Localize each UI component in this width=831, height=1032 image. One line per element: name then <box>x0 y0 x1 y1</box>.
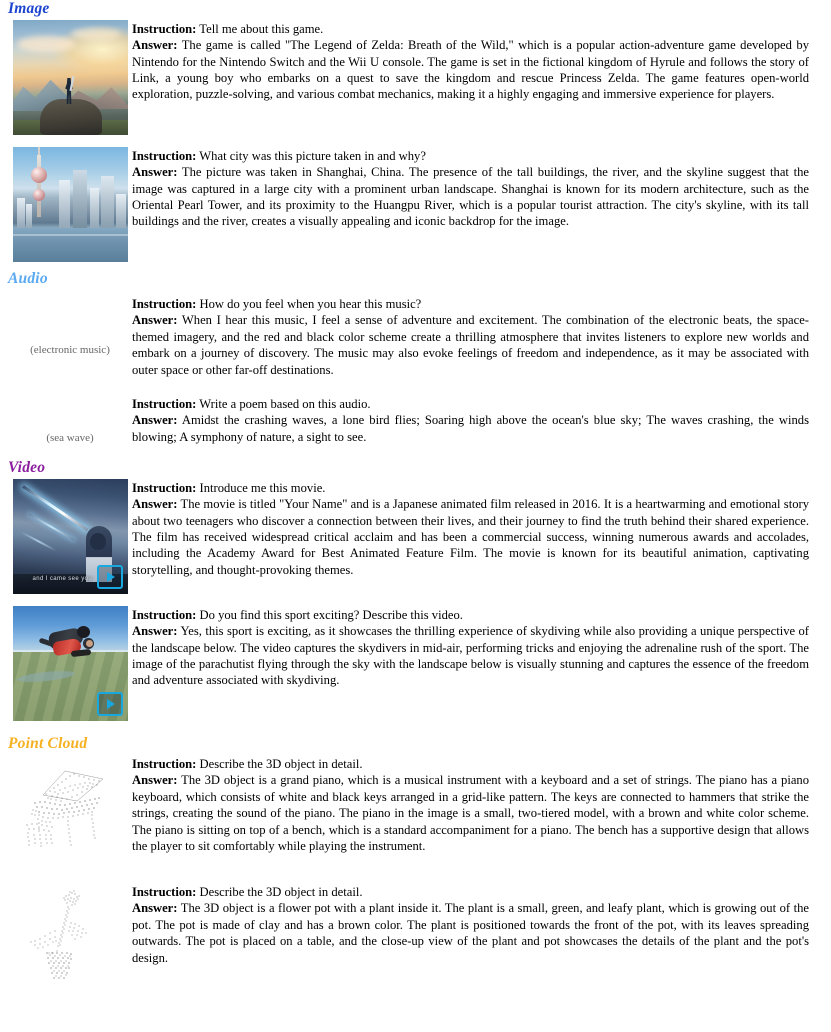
answer-label: Answer: <box>132 165 178 180</box>
answer-line <box>132 900 809 965</box>
tower-sphere <box>33 189 45 201</box>
text-column <box>132 479 831 578</box>
point-cloud-svg <box>13 883 128 988</box>
section-header-audio: Audio <box>8 270 48 288</box>
row-spacer <box>0 378 831 392</box>
comet-streak <box>20 531 56 551</box>
comet-streak <box>22 485 88 531</box>
leg-shape <box>70 649 91 657</box>
video-subtitle-overlay: and I came see you <box>32 576 93 583</box>
example-row-sea-wave <box>0 392 831 445</box>
section-header-image: Image <box>8 0 50 17</box>
flower-pot-point-cloud <box>13 883 128 988</box>
answer-label: Answer: <box>132 497 178 512</box>
instruction-label: Instruction: <box>132 481 197 496</box>
helmet-shape <box>77 626 90 638</box>
text-column <box>132 606 831 689</box>
zelda-botw-thumbnail <box>13 20 128 135</box>
instruction-line <box>132 480 809 496</box>
row-spacer <box>0 865 831 883</box>
media-column <box>0 606 132 721</box>
audio-caption: (electronic music) <box>30 344 110 357</box>
text-column <box>132 290 831 378</box>
answer-line <box>132 164 809 229</box>
media-column <box>0 290 132 356</box>
skydiver-figure <box>37 620 95 664</box>
cloud-shape <box>71 28 121 40</box>
example-row-flower-pot <box>0 883 831 988</box>
building-shape <box>101 176 114 228</box>
answer-text: The movie is titled "Your Name" and is a Japanese animated film released in 2016. It is a heartwarming and emotional story about two teenagers who discover a connection between their lives, and their journey to find the truth behind their shared experience. The film has received widespread critical acclaim and has been a commercial success, winning numerous awards and accolades, including the Academy Award for Best Animated Feature Film. The movie is known for its beautiful animation, captivating storytelling, and thought-provoking themes. <box>132 497 809 577</box>
building-shape <box>73 170 87 228</box>
answer-text: When I hear this music, I feel a sense of adventure and excitement. The combination of the electronic beats, the space-themed imagery, and the red and black color scheme create a thrilling atmosphere that invites listeners to explore new worlds and embark on a journey of discovery. The music may also evoke feelings of freedom and independence, as it may be associated with outer space or other far-off destinations. <box>132 313 810 377</box>
instruction-line <box>132 884 809 900</box>
example-row-shanghai <box>0 147 831 262</box>
building-shape <box>116 194 126 228</box>
instruction-text: Do you find this sport exciting? Describe this video. <box>199 608 463 623</box>
media-column <box>0 755 132 865</box>
media-column <box>0 479 132 594</box>
answer-label: Answer: <box>132 901 178 916</box>
instruction-line <box>132 756 809 772</box>
grand-piano-point-cloud <box>13 755 128 865</box>
answer-text: The 3D object is a flower pot with a plant inside it. The plant is a small, green, and leafy plant, which is growing out of the pot. The pot is made of clay and has a brown color. The plant is positioned towards the front of the pot, with its leaves spreading outwards. The pot is placed on a table, and the close-up view of the plant and pot showcases the details of the plant and the pot's design. <box>132 901 810 965</box>
building-shape <box>90 188 99 228</box>
example-row-skydiving <box>0 606 831 721</box>
answer-label: Answer: <box>132 313 178 328</box>
instruction-line <box>132 607 809 623</box>
answer-text: The picture was taken in Shanghai, China. The presence of the tall buildings, the river, and the skyline suggest that the image was captured in a large city with a prominent urban landscape. Shanghai is known for its modern architecture, such as the Oriental Pearl Tower, and its proximity to the Huangpu River, which is a popular tourist attraction. The city's skyline, with its tall buildings and the river, creates a visually appealing and iconic backdrop for the image. <box>132 165 809 229</box>
oriental-pearl-tower <box>37 155 41 217</box>
section-header-point-cloud: Point Cloud <box>8 735 88 753</box>
answer-line <box>132 772 809 854</box>
instruction-label: Instruction: <box>132 22 197 37</box>
answer-text: Amidst the crashing waves, a lone bird flies; Soaring high above the ocean's blue sky; The waves crashing, the winds blowing; A symphony of nature, a sight to see. <box>132 413 809 444</box>
building-shape <box>26 204 32 228</box>
media-column <box>0 147 132 262</box>
instruction-text: What city was this picture taken in and why? <box>199 149 426 164</box>
play-triangle-icon <box>107 572 115 582</box>
answer-text: The game is called "The Legend of Zelda: Breath of the Wild," which is a popular action-adventure game developed by Nintendo for the Nintendo Switch and the Wii U console. The game is set in the fictional kingdom of Hyrule and follows the story of Link, a young boy who embarks on a quest to save the kingdom and rescue Princess Zelda. The game features open-world exploration, puzzle-solving, and various combat mechanics, making it a highly engaging and immersive experience for players. <box>132 38 810 102</box>
instruction-text: How do you feel when you hear this music? <box>199 297 422 312</box>
play-button-icon[interactable] <box>97 565 123 589</box>
instruction-label: Instruction: <box>132 396 197 411</box>
example-row-zelda <box>0 20 831 135</box>
answer-label: Answer: <box>132 38 178 53</box>
your-name-movie-thumbnail[interactable] <box>13 479 128 594</box>
audio-caption: (sea wave) <box>46 431 94 444</box>
row-spacer <box>0 594 831 606</box>
answer-text: Yes, this sport is exciting, as it showcases the thrilling experience of skydiving while also providing a unique perspective of the landscape below. The video captures the skydivers in mid-air, performing tricks and enjoying the adrenaline rush of the sport. The image of the parachutist flying through the sky with the landscape below is visually stunning and captures the essence of the freedom and adventure associated with skydiving. <box>132 624 810 688</box>
answer-label: Answer: <box>132 413 178 428</box>
building-shape <box>17 198 25 228</box>
example-row-your-name <box>0 479 831 594</box>
point-cloud-svg <box>13 755 128 865</box>
instruction-label: Instruction: <box>132 757 197 772</box>
instruction-line <box>132 396 809 412</box>
section-header-video: Video <box>8 458 46 476</box>
cloud-shape <box>17 36 75 52</box>
instruction-text: Describe the 3D object in detail. <box>199 757 363 772</box>
text-column <box>132 755 831 854</box>
answer-line <box>132 37 809 102</box>
shanghai-skyline-thumbnail <box>13 147 128 262</box>
answer-line <box>132 312 809 377</box>
answer-text: The 3D object is a grand piano, which is a musical instrument with a keyboard and a set of strings. The piano has a piano keyboard, which consists of white and black keys arranged in a grid-like pattern. The keys are connected to hammers that strike the strings, creating the sound of the piano. The piano in the image is a small, two-tiered model, with a brown and white color scheme. The piano is sitting on top of a bench, which is a standard accompaniment for a piano. The bench has a supportive design that allows the player to sit comfortably while playing the instrument. <box>132 773 810 853</box>
example-row-electronic-music <box>0 290 831 378</box>
media-column <box>0 883 132 988</box>
media-column <box>0 20 132 135</box>
sea-wave-waveform <box>11 392 129 430</box>
row-spacer <box>0 135 831 147</box>
waveform-svg <box>11 392 129 430</box>
media-column <box>0 392 132 444</box>
text-column <box>132 20 831 103</box>
instruction-label: Instruction: <box>132 149 197 164</box>
instruction-text: Introduce me this movie. <box>199 481 326 496</box>
instruction-label: Instruction: <box>132 297 197 312</box>
answer-line <box>132 496 809 578</box>
instruction-text: Describe the 3D object in detail. <box>199 885 363 900</box>
play-triangle-icon <box>107 699 115 709</box>
face-shape <box>86 640 93 647</box>
rock-shape <box>40 99 102 135</box>
instruction-label: Instruction: <box>132 608 197 623</box>
answer-label: Answer: <box>132 624 178 639</box>
instruction-line <box>132 148 809 164</box>
instruction-line <box>132 21 809 37</box>
answer-line <box>132 623 809 688</box>
instruction-text: Write a poem based on this audio. <box>199 396 371 411</box>
text-column <box>132 883 831 966</box>
instruction-text: Tell me about this game. <box>199 22 324 37</box>
example-row-piano <box>0 755 831 865</box>
huangpu-river <box>13 228 128 262</box>
tower-sphere <box>31 167 47 183</box>
answer-line <box>132 412 809 445</box>
skydiving-video-thumbnail[interactable] <box>13 606 128 721</box>
character-head <box>90 533 106 550</box>
instruction-line <box>132 296 809 312</box>
instruction-label: Instruction: <box>132 885 197 900</box>
text-column <box>132 392 831 445</box>
play-button-icon[interactable] <box>97 692 123 716</box>
text-column <box>132 147 831 230</box>
electronic-music-waveform <box>11 290 129 342</box>
building-shape <box>59 180 70 228</box>
waveform-svg <box>11 290 129 342</box>
answer-label: Answer: <box>132 773 178 788</box>
